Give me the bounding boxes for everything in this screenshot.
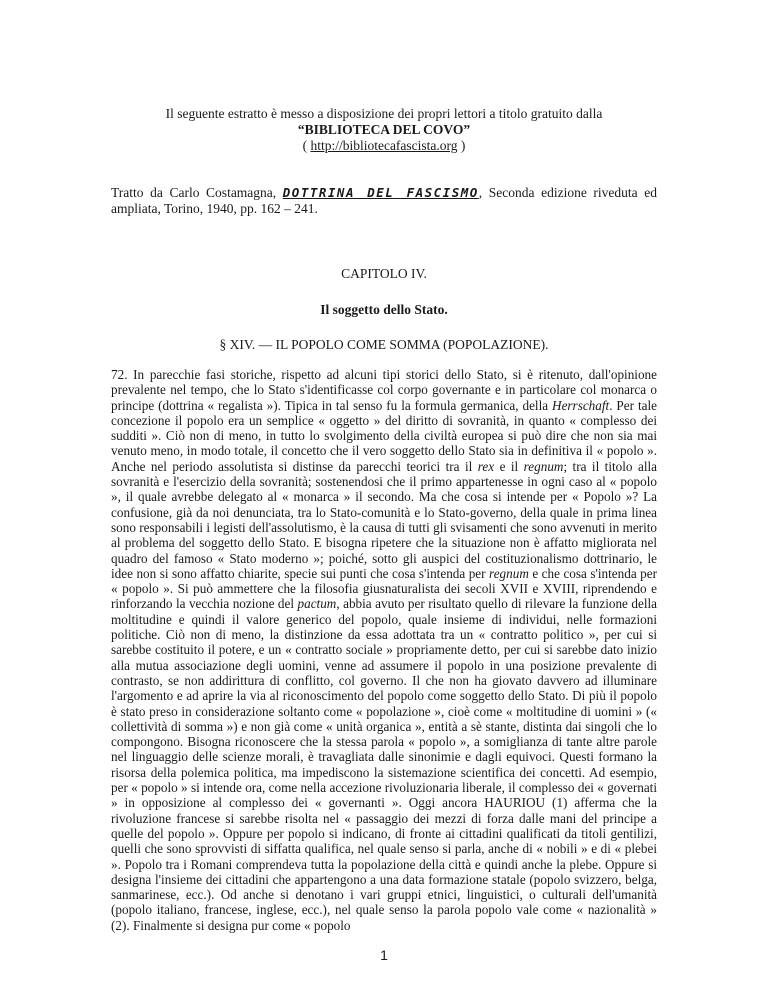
italic-term: regnum (489, 565, 529, 581)
link-close-paren: ) (457, 138, 466, 153)
source-citation (111, 185, 657, 217)
source-prefix: Tratto da Carlo Costamagna, (111, 185, 283, 200)
italic-term: regnum (523, 458, 564, 474)
italic-term: rex (477, 458, 495, 474)
text-run: . Per tale concezione il popolo era un semplice « oggetto » del diritto di sovranità, in quanto « complesso dei sudditi ». Ciò non di meno, in tutto lo svolgimento della civiltà europea si può dire che non sia mai venuto meno, in modo totale, il concetto che il vero soggetto dello Stato sia in definitiva il « popolo ». Anche nel periodo assolutista si distinse da parecchi teorici tra il (111, 397, 657, 474)
section-heading: § XIV. — IL POPOLO COME SOMMA (POPOLAZIONE). (219, 337, 549, 352)
italic-term: Herrschaft (552, 397, 610, 413)
text-run: e il (494, 458, 524, 474)
text-run: e che cosa s'intenda per « popolo ». Si può ammettere che la filosofia giusnaturalista dei secoli XVII e XVIII, riprendendo e rinforzando la vecchia nozione del (111, 565, 658, 612)
italic-term: pactum (297, 596, 337, 612)
source-suffix: , Seconda edizione riveduta ed ampliata, Torino, 1940, pp. 162 – 241. (111, 185, 658, 216)
library-link-line (90, 138, 678, 154)
text-run: 72. In parecchie fasi storiche, rispetto ad alcuni tipi storici dello Stato, si è ritenuto, dall'opinione prevalente nel tempo, che lo Stato s'identificasse col corpo governante e in particolare col monarca o principe (dottrina « regalista »). Tipica in tal senso fu la formula germanica, della (111, 367, 657, 413)
library-name: “BIBLIOTECA DEL COVO” (297, 122, 471, 137)
library-link[interactable]: http://bibliotecafascista.org (310, 138, 458, 153)
body-paragraph (111, 367, 657, 933)
header-notice (90, 106, 678, 154)
link-open-paren: ( (302, 138, 311, 153)
text-run: ; tra il titolo alla sovranità e l'esercizio della sovranità; sostenendosi che il primo appartenesse in ogni caso al « popolo », il quale avrebbe delegato al « monarca » il secondo. Ma che cosa si intende per « Popolo »? La confusione, già da noi denunciata, tra lo Stato-comunità e lo Stato-governo, della quale in prima linea sono responsabili i legisti dell'assolutismo, è la causa di tutti gli svisamenti che sono avvenuti in merito al problema del soggetto dello Stato. E bisogna ripetere che la situazione non è affatto migliorata nel quadro del famoso « Stato moderno »; poiché, sotto gli auspici del costituzionalismo dottrinario, le idee non si sono affatto chiarite, specie sui punti che cosa s'intenda per (111, 458, 658, 581)
text-run: , abbia avuto per risultato quello di rilevare la funzione della moltitudine e quindi il valore generico del popolo, quale insieme di individui, nelle formazioni politiche. Ciò non di meno, la distinzione da essa adottata tra un « contratto politico », per cui si sarebbe costituito il potere, e un « contratto sociale » propriamente detto, per cui si sarebbe dato inizio alla mutua associazione degli uomini, venne ad assumere il popolo in una posizione prevalente di contrasto, se non addirittura di conflitto, col governo. Il che non ha giovato davvero ad illuminare l'argomento e ad aprire la via al riconoscimento del popolo come soggetto dello Stato. Di più il popolo è stato preso in considerazione soltanto come « popolazione », cioè come « moltitudine di uomini » (« collettività di somma ») e non già come « unità organica », entità a sè stante, distinta dai singoli che lo compongono. Bisogna riconoscere che la stessa parola « popolo », a somiglianza di tante altre parole nel linguaggio delle scienze morali, è travagliata dalle sinonimie e dagli equivoci. Questi formano la risorsa della polemica politica, ma impediscono la sistemazione scientifica dei concetti. Ad esempio, per « popolo » si intende ora, come nella accezione rivoluzionaria liberale, il complesso dei « governati » in opposizione al complesso dei « governanti ». Oggi ancora HAURIOU (1) afferma che la rivoluzione francese si sarebbe risolta nel « passaggio dei mezzi di forza dalle mani del principe a quelle del popolo ». Oppure per popolo si indicano, di fronte ai cittadini qualificati da titoli gentilizi, quelli che sono sprovvisti di siffatta qualifica, nel quale senso si parla, anche di « nobili » e di « plebei ». Popolo tra i Romani comprendeva tutta la popolazione della città e quindi anche la plebe. Oppure si designa l'insieme dei cittadini che appartengono a una data formazione statale (popolo svizzero, belga, sanmarinese, ecc.). Od anche si denotano i vari gruppi etnici, linguistici, o culturali dell'umanità (popolo italiano, francese, inglese, ecc.), nel quale senso la parola popolo vale come « nazionalità » (2). Finalmente si designa pur come « popolo (111, 596, 657, 933)
book-title: DOTTRINA DEL FASCISMO (282, 185, 479, 200)
page-number: 1 (380, 947, 388, 963)
chapter-subject: Il soggetto dello Stato. (320, 302, 448, 317)
chapter-heading: CAPITOLO IV. (341, 266, 427, 281)
header-line: Il seguente estratto è messo a disposizione dei propri lettori a titolo gratuito dalla (165, 106, 603, 121)
